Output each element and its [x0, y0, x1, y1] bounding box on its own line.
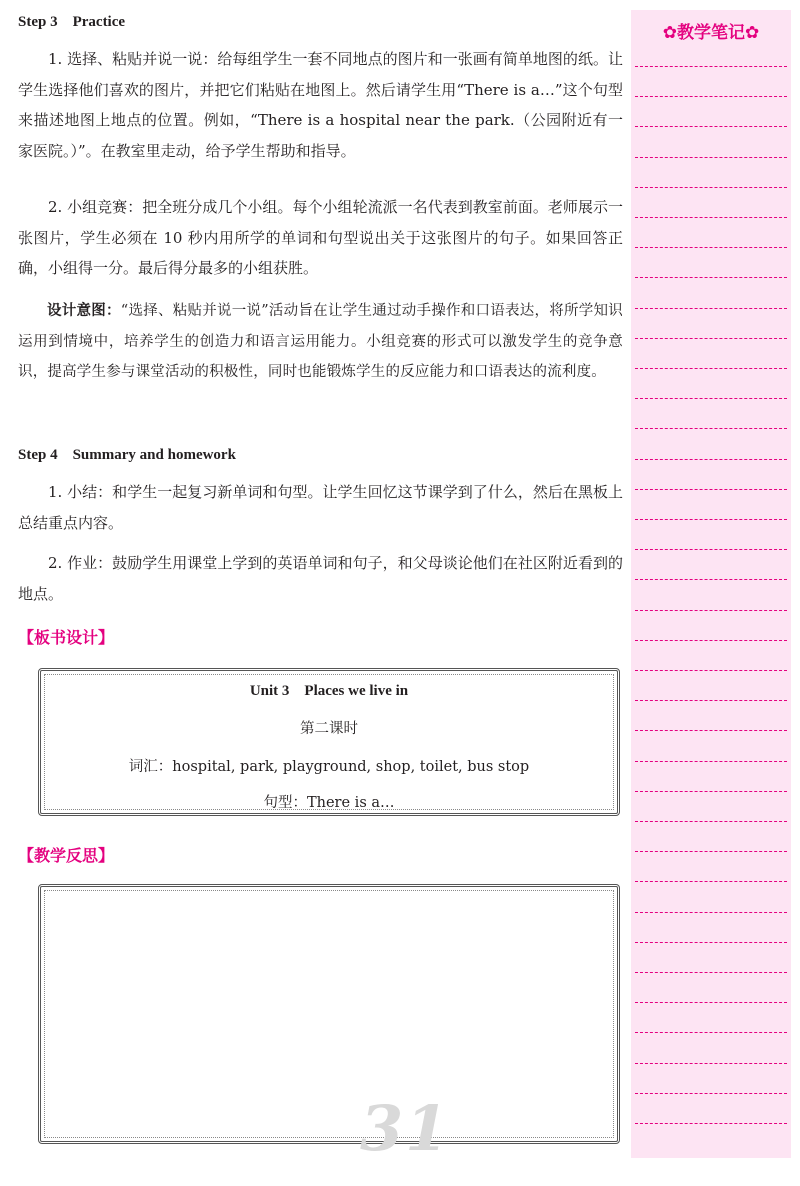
notes-ruled-line	[635, 217, 787, 218]
board-lesson: 第二课时	[300, 721, 358, 737]
notes-ruled-line	[635, 157, 787, 158]
notes-ruled-line	[635, 1002, 787, 1003]
notes-ruled-line	[635, 821, 787, 822]
notes-ruled-line	[635, 308, 787, 309]
notes-ruled-line	[635, 1032, 787, 1033]
step3-paragraph-2: 2. 小组竞赛：把全班分成几个小组。每个小组轮流派一名代表到教室前面。老师展示一张图片，学生必须在 10 秒内用所学的单词和句型说出关于这张图片的句子。如果回答正确，小组得一分。最后得分最多的小组获胜。	[18, 198, 623, 277]
notes-ruled-line	[635, 549, 787, 550]
notes-ruled-line	[635, 368, 787, 369]
notes-ruled-line	[635, 277, 787, 278]
notes-ruled-line	[635, 1063, 787, 1064]
notes-ruled-line	[635, 670, 787, 671]
reflection-frame	[38, 884, 620, 1144]
design-intent-text: “选择、粘贴并说一说”活动旨在让学生通过动手操作和口语表达，将所学知识运用到情境中，培养学生的创造力和语言运用能力。小组竞赛的形式可以激发学生的竞争意识，提高学生参与课堂活动的积极性，同时也能锻炼学生的反应能力和口语表达的流利度。	[18, 303, 623, 380]
notes-ruled-line	[635, 1123, 787, 1124]
notes-ruled-line	[635, 640, 787, 641]
notes-ruled-line	[635, 579, 787, 580]
step3-paragraph-1: 1. 选择、粘贴并说一说：给每组学生一套不同地点的图片和一张画有简单地图的纸。让学生选择他们喜欢的图片，并把它们粘贴在地图上。然后请学生用“There is a…”这个句型来描述地图上地点的位置。例如，“There is a hospital near the park.（公园附近有一家医院。）”。在教室里走动，给予学生帮助和指导。	[18, 50, 623, 160]
board-sentence-pattern: 句型：There is a…	[263, 795, 395, 811]
page-number: 31	[360, 1092, 451, 1165]
notes-ruled-line	[635, 459, 787, 460]
notes-ruled-line	[635, 942, 787, 943]
board-unit-title: Unit 3 Places we live in	[249, 683, 409, 699]
notes-ruled-line	[635, 730, 787, 731]
notes-ruled-line	[635, 338, 787, 339]
notes-ruled-line	[635, 1093, 787, 1094]
teaching-notes-sidebar	[631, 10, 791, 1158]
notes-ruled-line	[635, 126, 787, 127]
step4-paragraph-1: 1. 小结：和学生一起复习新单词和句型。让学生回忆这节课学到了什么，然后在黑板上总结重点内容。	[18, 483, 623, 532]
notes-ruled-line	[635, 519, 787, 520]
notes-ruled-line	[635, 66, 787, 67]
notes-ruled-line	[635, 187, 787, 188]
step4-title: Step 4 Summary and homework	[18, 447, 236, 463]
notes-ruled-line	[635, 610, 787, 611]
notes-ruled-line	[635, 881, 787, 882]
notes-ruled-line	[635, 972, 787, 973]
notes-ruled-line	[635, 912, 787, 913]
teaching-notes-heading: ✿教学笔记✿	[662, 23, 760, 43]
notes-ruled-line	[635, 700, 787, 701]
teaching-reflection-heading: 【教学反思】	[18, 846, 115, 865]
notes-ruled-line	[635, 428, 787, 429]
board-design-heading: 【板书设计】	[18, 628, 115, 647]
board-vocabulary: 词汇：hospital, park, playground, shop, toilet, bus stop	[128, 759, 530, 775]
notes-ruled-line	[635, 247, 787, 248]
step4-paragraph-2: 2. 作业：鼓励学生用课堂上学到的英语单词和句子，和父母谈论他们在社区附近看到的地点。	[18, 554, 623, 603]
board-design-frame	[38, 668, 620, 816]
notes-ruled-line	[635, 398, 787, 399]
notes-ruled-line	[635, 761, 787, 762]
step3-title: Step 3 Practice	[18, 14, 126, 30]
notes-ruled-line	[635, 851, 787, 852]
notes-ruled-line	[635, 489, 787, 490]
notes-ruled-line	[635, 791, 787, 792]
notes-ruled-line	[635, 96, 787, 97]
design-intent-label: 设计意图：	[47, 302, 121, 319]
design-intent-paragraph	[18, 296, 623, 388]
